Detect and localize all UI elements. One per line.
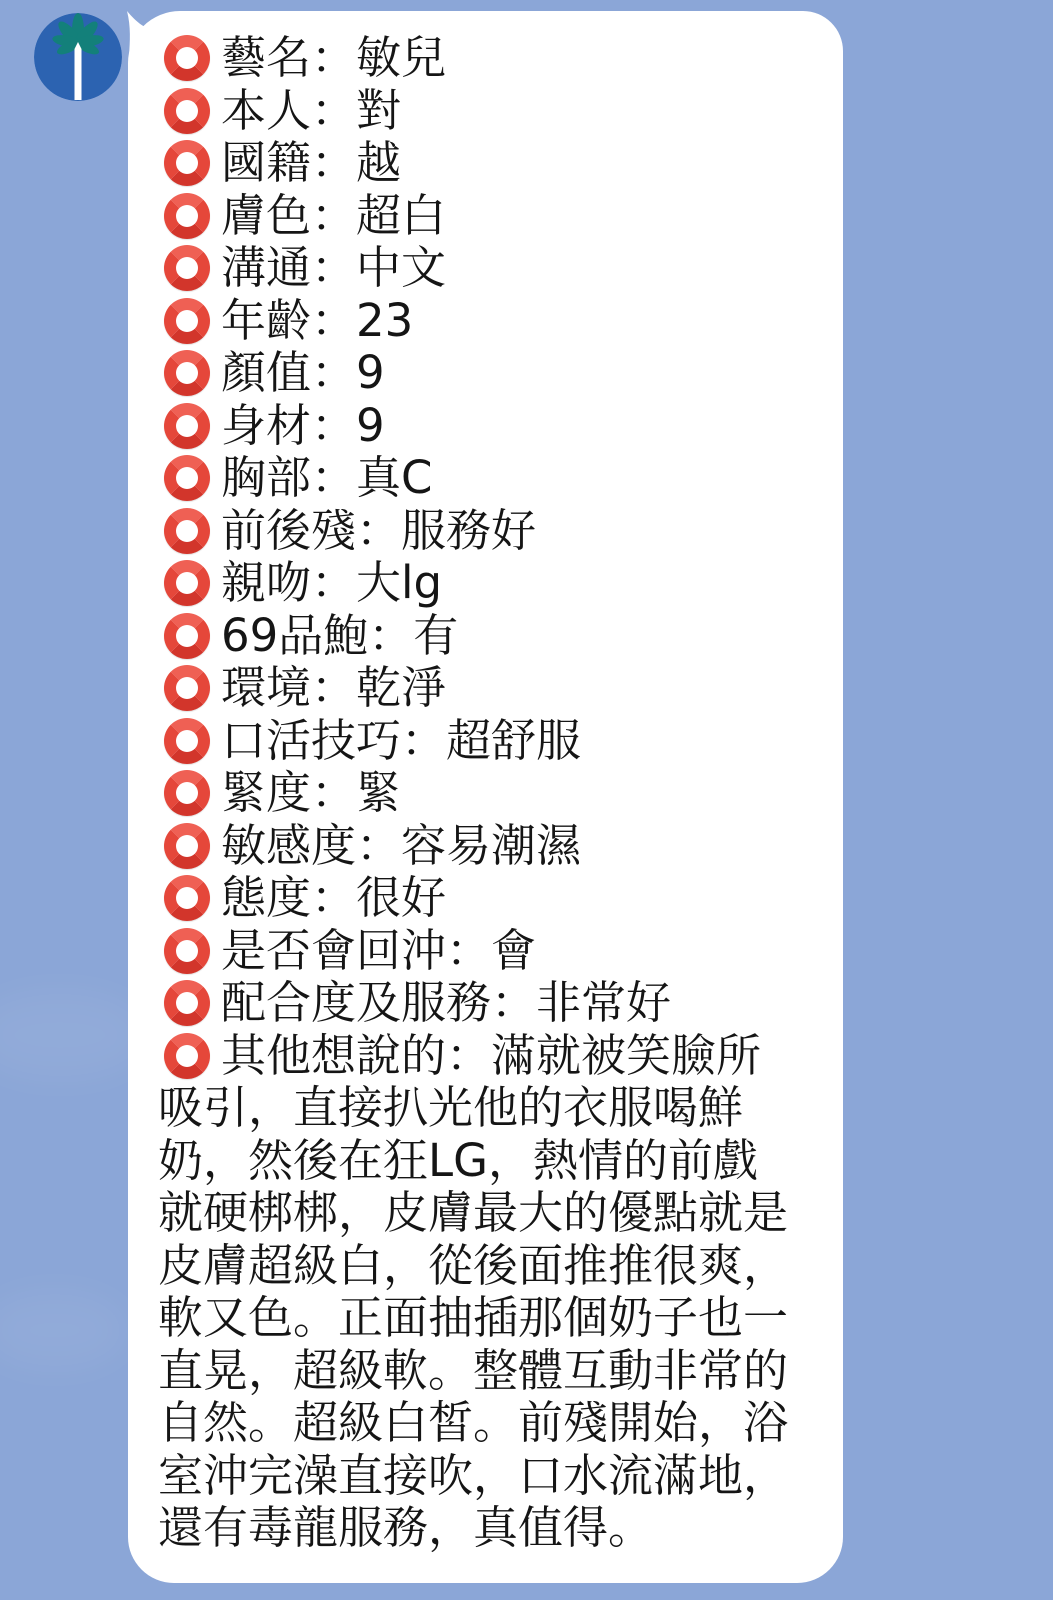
- cloud-decoration: [0, 1290, 130, 1370]
- message-line: [158, 925, 835, 978]
- message-line: [158, 137, 835, 190]
- red-circle-icon: [164, 613, 210, 659]
- message-line: [158, 872, 835, 925]
- message-line: [158, 1397, 835, 1450]
- message-text: [158, 32, 835, 1555]
- message-line-text: 配合度及服務：非常好: [221, 976, 672, 1029]
- message-line: [158, 610, 835, 663]
- message-line-text: 胸部：真C: [221, 451, 433, 504]
- message-line-text: 就硬梆梆，皮膚最大的優點就是: [158, 1186, 789, 1239]
- message-line-text: 溝通：中文: [221, 241, 447, 294]
- message-line: [158, 242, 835, 295]
- message-line-text: 直晃，超級軟。整體互動非常的: [158, 1343, 789, 1397]
- red-circle-icon: [164, 403, 210, 449]
- message-line-text: 是否會回沖：會: [221, 923, 537, 977]
- message-bubble[interactable]: [128, 11, 843, 1583]
- message-line: [158, 820, 835, 873]
- red-circle-icon: [164, 560, 210, 606]
- message-line: [158, 1082, 835, 1135]
- message-line-text: 親吻：大lg: [221, 556, 443, 609]
- red-circle-icon: [164, 140, 210, 186]
- red-circle-icon: [164, 88, 210, 134]
- message-line-text: 緊度：緊: [221, 766, 402, 819]
- message-line: [158, 557, 835, 610]
- message-line: [158, 505, 835, 558]
- avatar[interactable]: [34, 13, 122, 101]
- message-line-text: 環境：乾淨: [221, 661, 447, 714]
- message-line: [158, 1187, 835, 1240]
- message-line-text: 自然。超級白皙。前殘開始，浴: [158, 1396, 789, 1449]
- message-line: [158, 662, 835, 715]
- message-line: [158, 1030, 835, 1083]
- message-line: [158, 85, 835, 138]
- message-line-text: 本人：對: [221, 83, 402, 137]
- red-circle-icon: [164, 770, 210, 816]
- red-circle-icon: [164, 665, 210, 711]
- red-circle-icon: [164, 508, 210, 554]
- message-line-text: 吸引，直接扒光他的衣服喝鮮: [158, 1081, 744, 1134]
- message-line: [158, 1450, 835, 1503]
- red-circle-icon: [164, 980, 210, 1026]
- message-line: [158, 1135, 835, 1188]
- message-line-text: 敏感度：容易潮濕: [221, 818, 582, 872]
- message-line-text: 年齡：23: [221, 293, 414, 347]
- message-line: [158, 295, 835, 348]
- red-circle-icon: [164, 193, 210, 239]
- message-line: [158, 190, 835, 243]
- message-line-text: 身材：9: [221, 398, 385, 452]
- message-line-text: 藝名：敏兒: [221, 31, 447, 84]
- message-line-text: 態度：很好: [221, 871, 447, 924]
- message-line: [158, 1502, 835, 1555]
- message-line-text: 還有毒龍服務，真值得。: [158, 1501, 654, 1554]
- red-circle-icon: [164, 455, 210, 501]
- message-line: [158, 767, 835, 820]
- message-line-text: 69品鮑：有: [221, 608, 459, 662]
- message-line-text: 顏值：9: [221, 346, 385, 399]
- message-line: [158, 977, 835, 1030]
- red-circle-icon: [164, 823, 210, 869]
- message-line-text: 奶，然後在狂LG，熱情的前戲: [158, 1133, 758, 1187]
- message-line: [158, 347, 835, 400]
- palm-tree-icon: [34, 13, 122, 101]
- red-circle-icon: [164, 928, 210, 974]
- message-line-text: 軟又色。正面抽插那個奶子也一: [158, 1291, 789, 1344]
- message-line: [158, 1345, 835, 1398]
- red-circle-icon: [164, 1033, 210, 1079]
- message-line: [158, 400, 835, 453]
- message-line: [158, 1240, 835, 1293]
- message-line: [158, 715, 835, 768]
- message-line: [158, 32, 835, 85]
- message-line-text: 皮膚超級白，從後面推推很爽，: [158, 1238, 789, 1292]
- red-circle-icon: [164, 350, 210, 396]
- message-line: [158, 452, 835, 505]
- red-circle-icon: [164, 298, 210, 344]
- red-circle-icon: [164, 245, 210, 291]
- red-circle-icon: [164, 718, 210, 764]
- message-line-text: 口活技巧：超舒服: [221, 713, 582, 767]
- message-line-text: 國籍：越: [221, 136, 402, 189]
- message-line: [158, 1292, 835, 1345]
- red-circle-icon: [164, 875, 210, 921]
- message-line-text: 前後殘：服務好: [221, 503, 537, 557]
- message-line-text: 膚色：超白: [221, 188, 447, 242]
- red-circle-icon: [164, 35, 210, 81]
- message-line-text: 其他想說的：滿就被笑臉所: [221, 1028, 762, 1082]
- message-line-text: 室沖完澡直接吹，口水流滿地，: [158, 1448, 789, 1502]
